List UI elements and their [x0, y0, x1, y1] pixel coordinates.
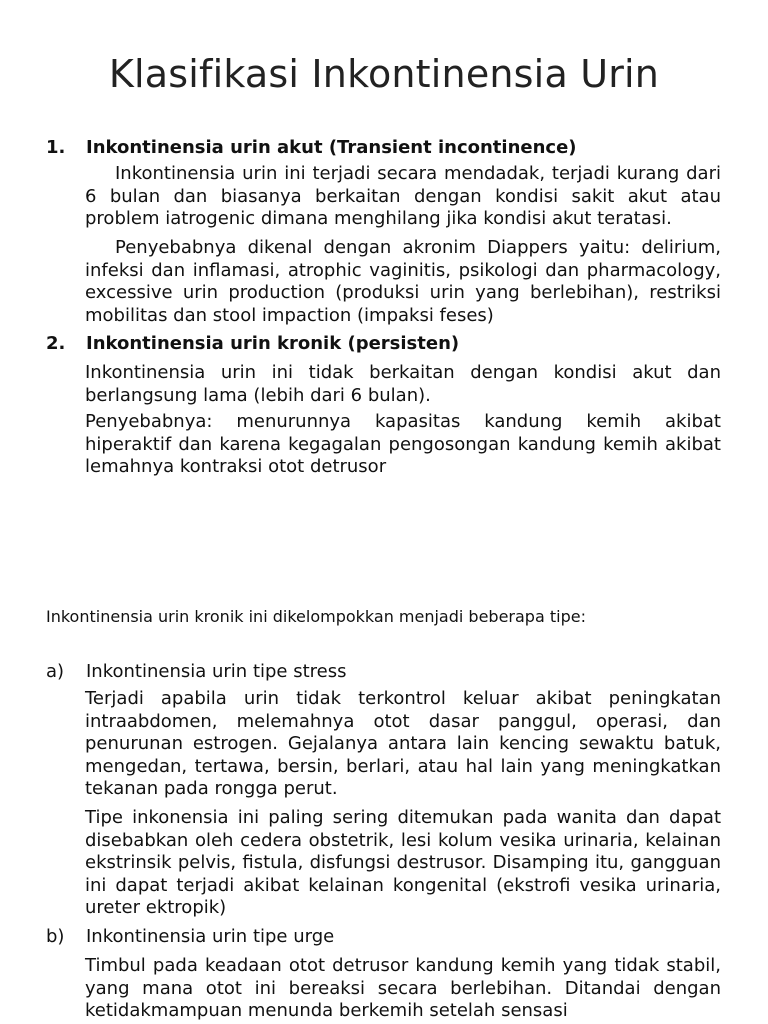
page-title: Klasifikasi Inkontinensia Urin — [108, 52, 660, 96]
section-2-heading-text: Inkontinensia urin kronik (persisten) — [86, 333, 460, 354]
type-b-paragraph-1: Timbul pada keadaan otot detrusor kandung kemih yang tidak stabil, yang mana otot ini bereaksi secara berlebihan. Ditandai dengan ketidakmampuan menunda berkemih setelah sensasi — [85, 955, 721, 1021]
types-intro: Inkontinensia urin kronik ini dikelompokkan menjadi beberapa tipe: — [46, 607, 586, 626]
section-2-number: 2. — [46, 333, 66, 354]
section-1-number: 1. — [46, 137, 66, 158]
section-1-heading-text: Inkontinensia urin akut (Transient incontinence) — [86, 137, 577, 158]
section-2-heading — [46, 333, 459, 355]
type-a-paragraph-2: Tipe inkonensia ini paling sering ditemukan pada wanita dan dapat disebabkan oleh cedera obstetrik, lesi kolum vesika urinaria, kelainan ekstrinsik pelvis, fistula, disfungsi destrusor. Disamping itu, gangguan ini dapat terjadi akibat kelainan kongenital (ekstrofi vesika urinaria, ureter ektropik) — [85, 807, 721, 918]
type-b-letter: b) — [46, 926, 65, 947]
section-1-paragraph-1: Inkontinensia urin ini terjadi secara mendadak, terjadi kurang dari 6 bulan dan biasanya berkaitan dengan kondisi sakit akut atau problem iatrogenic dimana menghilang jika kondisi akut teratasi. — [85, 163, 721, 229]
section-2-paragraph-2: Penyebabnya: menurunnya kapasitas kandung kemih akibat hiperaktif dan karena kegagalan pengosongan kandung kemih akibat lemahnya kontraksi otot detrusor — [85, 411, 721, 477]
section-1-heading — [46, 137, 577, 159]
type-a-letter: a) — [46, 661, 65, 682]
type-a-heading — [46, 661, 347, 683]
type-b-heading-text: Inkontinensia urin tipe urge — [86, 926, 335, 947]
section-2-paragraph-1: Inkontinensia urin ini tidak berkaitan dengan kondisi akut dan berlangsung lama (lebih dari 6 bulan). — [85, 362, 721, 406]
section-1-paragraph-2: Penyebabnya dikenal dengan akronim Diappers yaitu: delirium, infeksi dan inflamasi, atrophic vaginitis, psikologi dan pharmacology, excessive urin production (produksi urin yang berlebihan), restriksi mobilitas dan stool impaction (impaksi feses) — [85, 237, 721, 326]
type-b-heading — [46, 926, 334, 948]
type-a-heading-text: Inkontinensia urin tipe stress — [86, 661, 347, 682]
type-a-paragraph-1: Terjadi apabila urin tidak terkontrol keluar akibat peningkatan intraabdomen, melemahnya otot dasar panggul, operasi, dan penurunan estrogen. Gejalanya antara lain kencing sewaktu batuk, mengedan, tertawa, bersin, berlari, atau hal lain yang meningkatkan tekanan pada rongga perut. — [85, 688, 721, 799]
